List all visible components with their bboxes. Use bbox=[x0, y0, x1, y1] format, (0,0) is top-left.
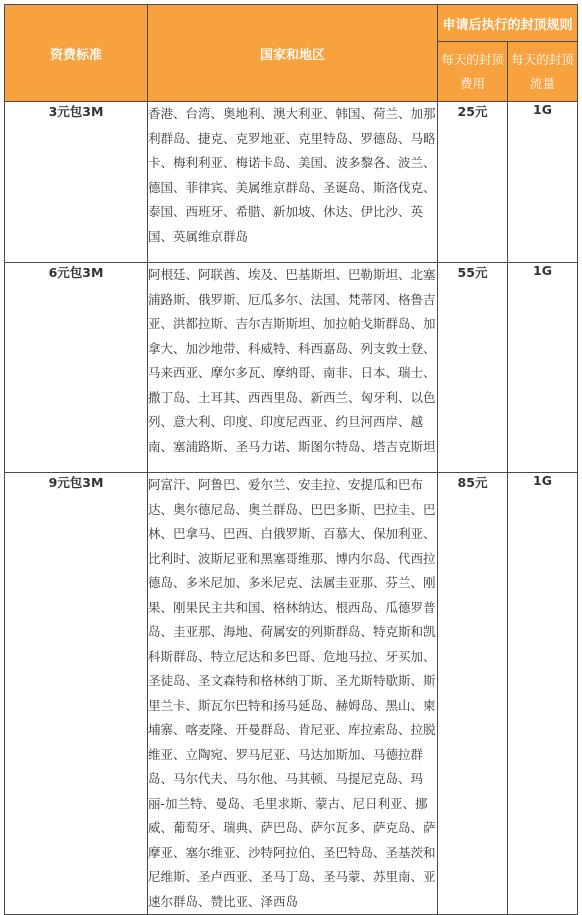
data-cap-cell: 1G bbox=[508, 102, 578, 263]
header-countries: 国家和地区 bbox=[148, 5, 438, 102]
plan-cell: 3元包3M bbox=[5, 102, 148, 263]
fee-cap-cell: 85元 bbox=[438, 473, 508, 915]
data-cap-cell: 1G bbox=[508, 473, 578, 915]
header-daily-data-cap: 每天的封顶流量 bbox=[508, 42, 578, 102]
plan-cell: 6元包3M bbox=[5, 263, 148, 473]
fee-cap-cell: 55元 bbox=[438, 263, 508, 473]
table-row bbox=[5, 263, 578, 473]
countries-cell: 阿根廷、阿联酋、埃及、巴基斯坦、巴勒斯坦、北塞浦路斯、俄罗斯、厄瓜多尔、法国、梵蒂冈、格鲁吉亚、洪都拉斯、吉尔吉斯斯坦、加拉帕戈斯群岛、加拿大、加沙地带、科威特、科西嘉岛、列支敦士登、马来西亚、摩尔多瓦、摩纳哥、南非、日本、瑞士、撒丁岛、土耳其、西西里岛、新西兰、匈牙利、以色列、意大利、印度、印度尼西亚、约旦河西岸、越南、塞浦路斯、圣马力诺、斯图尔特岛、塔吉克斯坦 bbox=[148, 263, 438, 473]
header-daily-fee-cap: 每天的封顶费用 bbox=[438, 42, 508, 102]
header-cap-rule: 申请后执行的封顶规则 bbox=[438, 5, 578, 42]
header-rate-standard: 资费标准 bbox=[5, 5, 148, 102]
rate-table bbox=[4, 4, 578, 915]
data-cap-cell: 1G bbox=[508, 263, 578, 473]
countries-cell: 阿富汗、阿鲁巴、爱尔兰、安圭拉、安提瓜和巴布达、奥尔德尼岛、奥兰群岛、巴巴多斯、巴拉圭、巴林、巴拿马、巴西、白俄罗斯、百慕大、保加利亚、比利时、波斯尼亚和黑塞哥维那、博内尔岛、代西拉德岛、多米尼加、多米尼克、法属圭亚那、芬兰、刚果、刚果民主共和国、格林纳达、根西岛、瓜德罗普岛、圭亚那、海地、荷属安的列斯群岛、特克斯和凯科斯群岛、特立尼达和多巴哥、危地马拉、牙买加、圣徒岛、圣文森特和格林纳丁斯、圣尤斯特歇斯、斯里兰卡、斯瓦尔巴特和扬马延岛、赫姆岛、黑山、柬埔寨、喀麦隆、开曼群岛、肯尼亚、库拉索岛、拉脱维亚、立陶宛、罗马尼亚、马达加斯加、马德拉群岛、马尔代夫、马尔他、马其顿、马提尼克岛、玛丽-加兰特、曼岛、毛里求斯、蒙古、尼日利亚、挪威、葡萄牙、瑞典、萨巴岛、萨尔瓦多、萨克岛、萨摩亚、塞尔维亚、沙特阿拉伯、圣巴特岛、圣基茨和尼维斯、圣卢西亚、圣马丁岛、圣马蒙、苏里南、亚速尔群岛、赞比亚、泽西岛 bbox=[148, 473, 438, 915]
fee-cap-cell: 25元 bbox=[438, 102, 508, 263]
countries-cell: 香港、台湾、奥地利、澳大利亚、韩国、荷兰、加那利群岛、捷克、克罗地亚、克里特岛、罗德岛、马略卡、梅利利亚、梅诺卡岛、美国、波多黎各、波兰、德国、菲律宾、美属维京群岛、圣诞岛、斯洛伐克、泰国、西班牙、希腊、新加坡、休达、伊比沙、英国、英属维京群岛 bbox=[148, 102, 438, 263]
plan-cell: 9元包3M bbox=[5, 473, 148, 915]
table-row bbox=[5, 102, 578, 263]
table-row bbox=[5, 473, 578, 915]
